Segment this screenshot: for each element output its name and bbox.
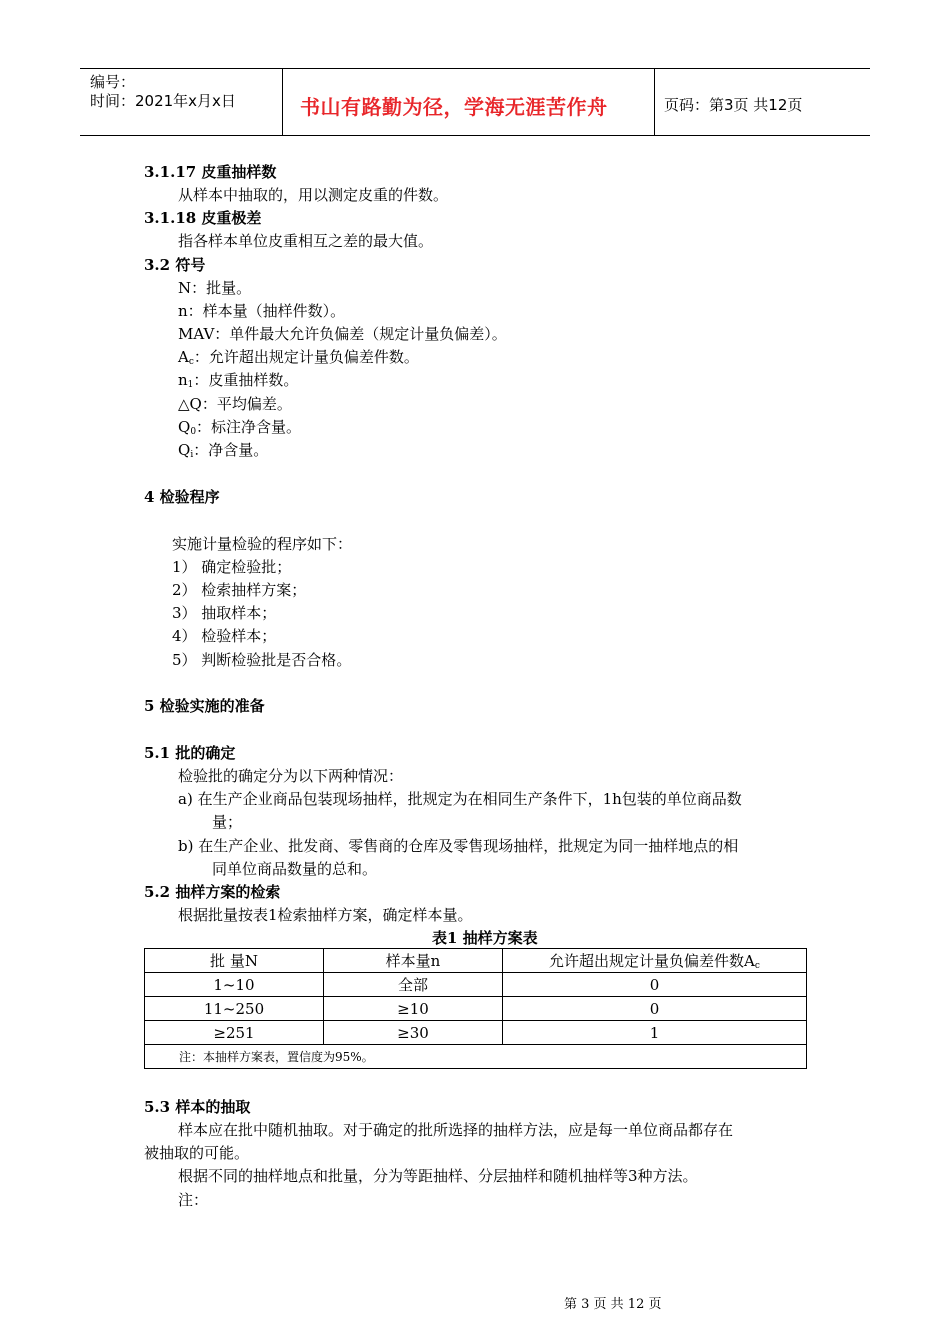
- section-4-title: 4 检验程序: [144, 488, 220, 506]
- section-5-1-intro: 检验批的确定分为以下两种情况：: [178, 767, 404, 785]
- section-5-3-para1-line2: 被抽取的可能。: [144, 1144, 250, 1162]
- procedure-step-5: 5） 判断检验批是否合格。: [172, 651, 352, 669]
- table-header-lot-size: 批 量N: [145, 949, 324, 973]
- table-cell: 1~10: [145, 973, 324, 997]
- symbol-n1-text: ：皮重抽样数。: [193, 371, 299, 389]
- procedure-step-1: 1） 确定检验批；: [172, 558, 292, 576]
- section-5-1-item-b-line2: 同单位商品数量的总和。: [212, 860, 378, 878]
- section-5-2-title: 5.2 抽样方案的检索: [144, 883, 281, 901]
- table-cell: 11~250: [145, 997, 324, 1021]
- symbol-dQ: △Q：平均偏差。: [178, 395, 292, 413]
- symbol-MAV: MAV：单件最大允许负偏差（规定计量负偏差）。: [178, 325, 507, 343]
- table-header-allowed-count: [503, 949, 807, 973]
- symbol-N: N：批量。: [178, 279, 252, 297]
- section-5-title: 5 检验实施的准备: [144, 697, 265, 715]
- symbol-n1: [178, 370, 298, 395]
- section-5-3-title: 5.3 样本的抽取: [144, 1098, 251, 1116]
- section-5-2-body: 根据批量按表1检索抽样方案，确定样本量。: [178, 906, 473, 924]
- symbol-Ac-main: A: [178, 348, 189, 366]
- section-5-3-note: 注：: [178, 1191, 209, 1209]
- page-footer: 第 3 页 共 12 页: [564, 1297, 662, 1312]
- section-3-1-17-title: 3.1.17 皮重抽样数: [144, 163, 277, 181]
- symbol-Qi-sub: i: [190, 450, 194, 460]
- section-3-1-17-body: 从样本中抽取的，用以测定皮重的件数。: [178, 186, 449, 204]
- procedure-step-3: 3） 抽取样本；: [172, 604, 277, 622]
- section-5-1-item-a-line2: 量；: [212, 813, 243, 831]
- procedure-step-2: 2） 检索抽样方案；: [172, 581, 307, 599]
- section-5-1-item-b-line1: b) 在生产企业、批发商、零售商的仓库及零售现场抽样，批规定为同一抽样地点的相: [178, 837, 739, 855]
- table-caption: 表1 抽样方案表: [432, 929, 538, 947]
- table-cell: 0: [503, 997, 807, 1021]
- section-5-3-para1-line1: 样本应在批中随机抽取。对于确定的批所选择的抽样方法，应是每一单位商品都存在: [178, 1121, 734, 1139]
- section-5-3-para2: 根据不同的抽样地点和批量，分为等距抽样、分层抽样和随机抽样等3种方法。: [178, 1167, 698, 1185]
- header-motto: 书山有路勤为径，学海无涯苦作舟: [300, 95, 608, 119]
- table-cell: 1: [503, 1021, 807, 1045]
- symbol-Ac: [178, 347, 419, 372]
- section-3-1-18-title: 3.1.18 皮重极差: [144, 209, 262, 227]
- table-header-sample-size: 样本量n: [324, 949, 503, 973]
- table-cell: ≥251: [145, 1021, 324, 1045]
- table-header-row: [145, 949, 807, 973]
- symbol-n1-sub: 1: [187, 380, 194, 390]
- table-cell: 0: [503, 973, 807, 997]
- header-time-label: 时间：2021年x月x日: [90, 92, 236, 110]
- procedure-step-4: 4） 检验样本；: [172, 627, 277, 645]
- header-number-label: 编号：: [90, 73, 136, 91]
- table-row: [145, 997, 807, 1021]
- symbol-Q0: [178, 417, 301, 442]
- table-row: [145, 973, 807, 997]
- symbol-Q0-main: Q: [178, 418, 191, 436]
- symbol-Q0-sub: 0: [190, 427, 197, 437]
- table-note: 注：本抽样方案表，置信度为95%。: [145, 1045, 807, 1069]
- header-top-rule: [80, 68, 870, 69]
- table-cell: 全部: [324, 973, 503, 997]
- table-row: [145, 1021, 807, 1045]
- header-divider-right: [654, 68, 655, 135]
- symbol-Qi-text: ：净含量。: [193, 441, 269, 459]
- section-3-2-title: 3.2 符号: [144, 256, 206, 274]
- symbol-n1-main: n: [178, 371, 188, 389]
- section-5-1-title: 5.1 批的确定: [144, 744, 236, 762]
- table-cell: ≥30: [324, 1021, 503, 1045]
- header-page-info: 页码：第3页 共12页: [664, 96, 803, 114]
- header-bottom-rule: [80, 135, 870, 136]
- section-5-1-item-a-line1: a) 在生产企业商品包装现场抽样，批规定为在相同生产条件下，1h包装的单位商品数: [178, 790, 742, 808]
- header-divider-left: [282, 68, 283, 135]
- table-header-allowed-count-text: 允许超出规定计量负偏差件数A: [549, 952, 755, 970]
- table-note-row: [145, 1045, 807, 1069]
- table-cell: ≥10: [324, 997, 503, 1021]
- symbol-Qi: [178, 440, 268, 465]
- section-3-1-18-body: 指各样本单位皮重相互之差的最大值。: [178, 232, 434, 250]
- table-header-allowed-count-sub: c: [754, 961, 760, 971]
- symbol-Ac-text: ：允许超出规定计量负偏差件数。: [193, 348, 419, 366]
- section-4-intro: 实施计量检验的程序如下：: [172, 535, 353, 553]
- sampling-plan-table: [144, 948, 807, 1069]
- symbol-Ac-sub: c: [188, 357, 194, 367]
- symbol-Q0-text: ：标注净含量。: [196, 418, 302, 436]
- symbol-n: n：样本量（抽样件数）。: [178, 302, 346, 320]
- symbol-Qi-main: Q: [178, 441, 191, 459]
